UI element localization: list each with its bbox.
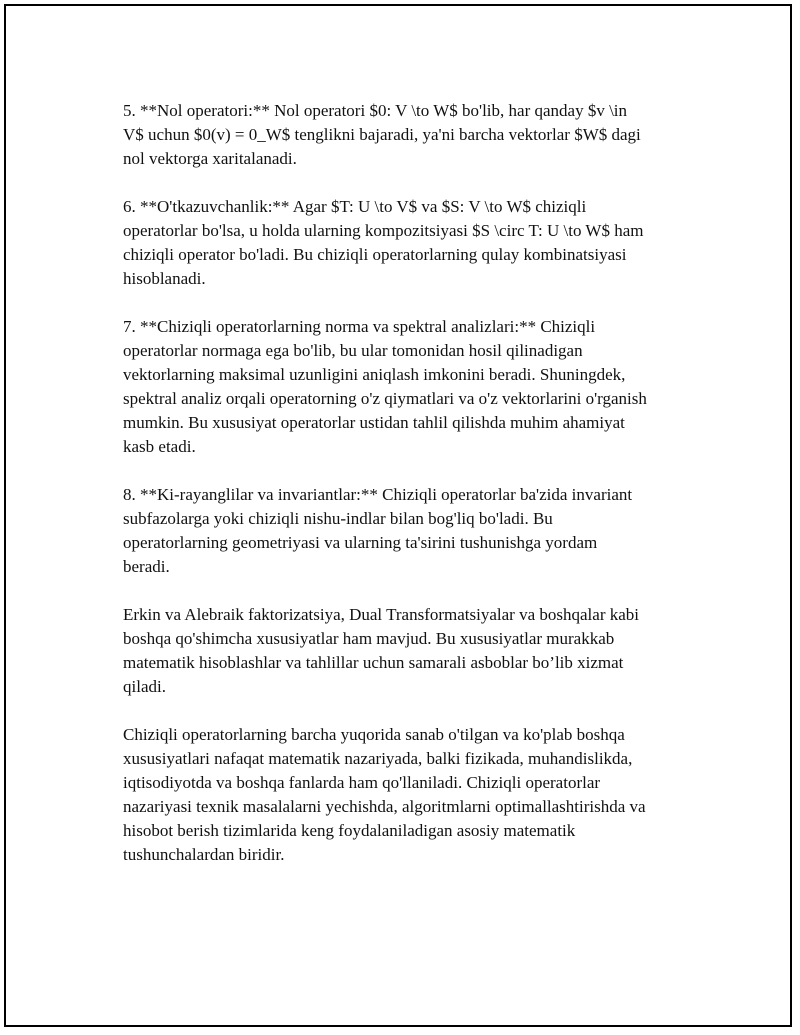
paragraph-xulosa: Chiziqli operatorlarning barcha yuqorida sanab o'tilgan va ko'plab boshqa xususiyatlari nafaqat matematik nazariyada, balki fizikada, muhandislikda, iqtisodiyotda va boshqa fanlarda ham qo'llaniladi. Chiziqli operatorlar nazariyasi texnik masalalarni yechishda, algoritmlarni optimallashtirishda va hisobot berish tizimlarida keng foydalaniladigan asosiy matematik tushunchalardan biridir.	[123, 725, 646, 864]
paragraph-nol-operatori: 5. **Nol operatori:** Nol operatori $0: V \to W$ bo'lib, har qanday $v \in V$ uchun $0(v) = 0_W$ tenglikni bajaradi, ya'ni barcha vektorlar $W$ dagi nol vektorga xaritalanadi.	[123, 101, 641, 168]
paragraph-faktorizatsiya: Erkin va Alebraik faktorizatsiya, Dual Transformatsiyalar va boshqalar kabi boshqa qo'shimcha xususiyatlar ham mavjud. Bu xususiyatlar murakkab matematik hisoblashlar va tahlillar uchun samarali asboblar bo’lib xizmat qiladi.	[123, 605, 639, 696]
page-frame	[4, 4, 792, 1027]
paragraph-invariantlar: 8. **Ki-rayanglilar va invariantlar:** Chiziqli operatorlar ba'zida invariant subfazolarga yoki chiziqli nishu-indlar bilan bog'liq bo'ladi. Bu operatorlarning geometriyasi va ularning ta'sirini tushunishga yordam beradi.	[123, 485, 633, 576]
page-body	[123, 99, 698, 891]
paragraph-otkazuvchanlik: 6. **O'tkazuvchanlik:** Agar $T: U \to V$ va $S: V \to W$ chiziqli operatorlar bo'lsa, u holda ularning kompozitsiyasi $S \circ T: U \to W$ ham chiziqli operator bo'ladi. Bu chiziqli operatorlarning qulay kombinatsiyasi hisoblanadi.	[123, 197, 644, 288]
paragraph-norma-spektral: 7. **Chiziqli operatorlarning norma va spektral analizlari:** Chiziqli operatorlar normaga ega bo'lib, bu ular tomonidan hosil qilinadigan vektorlarning maksimal uzunligini aniqlash imkonini beradi. Shuningdek, spektral analiz orqali operatorning o'z qiymatlari va o'z vektorlarini o'rganish mumkin. Bu xususiyat operatorlar ustidan tahlil qilishda muhim ahamiyat kasb etadi.	[123, 317, 647, 456]
